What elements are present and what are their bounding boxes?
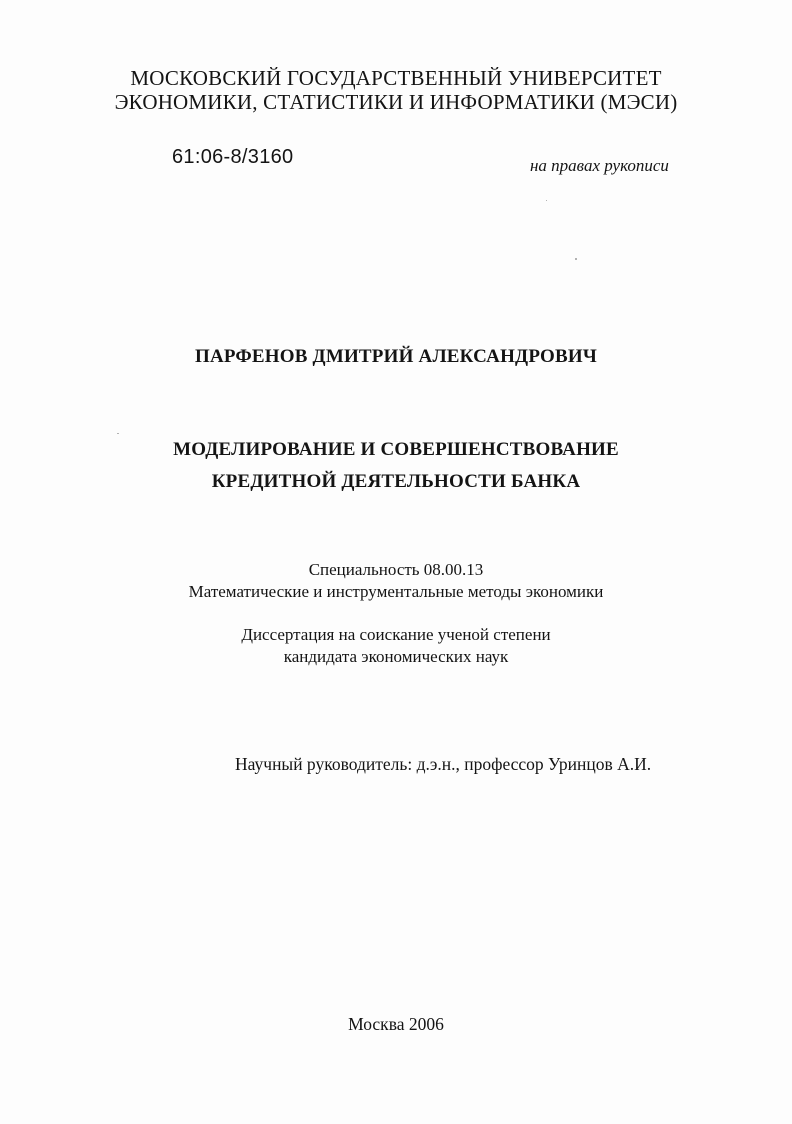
degree-line-2: кандидата экономических наук (283, 647, 509, 666)
scan-speck (575, 258, 577, 260)
specialty-name: Математические и инструментальные методы экономики (188, 582, 604, 601)
rights-note: на правах рукописи (530, 156, 669, 175)
university-line-1: МОСКОВСКИЙ ГОСУДАРСТВЕННЫЙ УНИВЕРСИТЕТ (130, 66, 662, 90)
degree-statement (0, 624, 792, 668)
scientific-advisor: Научный руководитель: д.э.н., профессор Уринцов А.И. (235, 754, 652, 774)
specialty-code: Специальность 08.00.13 (308, 560, 484, 579)
university-header (0, 66, 792, 114)
catalog-code: 61:06-8/3160 (172, 146, 294, 168)
degree-line-1: Диссертация на соискание ученой степени (241, 625, 551, 644)
specialty (0, 559, 792, 603)
university-line-2: ЭКОНОМИКИ, СТАТИСТИКИ И ИНФОРМАТИКИ (МЭСИ) (114, 90, 678, 114)
dissertation-title (0, 434, 792, 498)
author-name: ПАРФЕНОВ ДМИТРИЙ АЛЕКСАНДРОВИЧ (195, 346, 597, 367)
scan-speck (546, 200, 547, 201)
title-line-1: МОДЕЛИРОВАНИЕ И СОВЕРШЕНСТВОВАНИЕ (173, 439, 619, 460)
city-year: Москва 2006 (348, 1014, 444, 1034)
title-line-2: КРЕДИТНОЙ ДЕЯТЕЛЬНОСТИ БАНКА (211, 471, 581, 492)
scan-speck (117, 433, 119, 434)
